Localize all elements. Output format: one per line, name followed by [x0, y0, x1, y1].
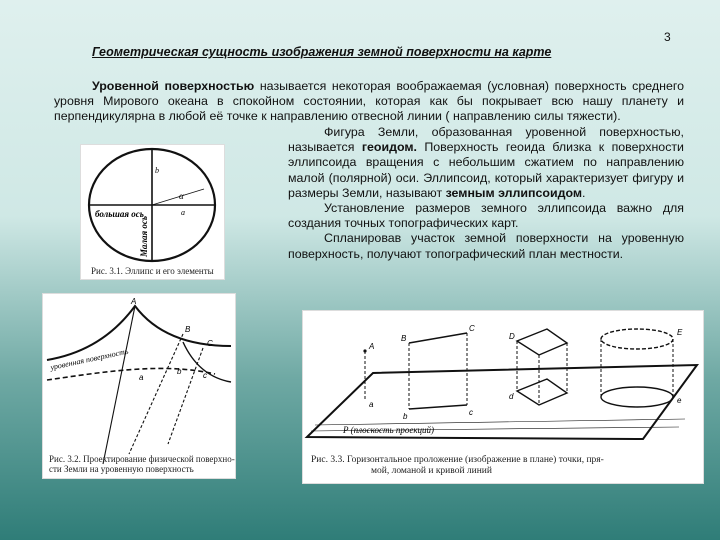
label-E: E	[677, 328, 683, 337]
label-alpha: α	[179, 191, 184, 201]
figure-2-caption-line-2: сти Земли на уровенную поверхность	[49, 464, 194, 474]
label-B: B	[185, 325, 191, 334]
figure-3-caption-line-1: Рис. 3.3. Горизонтальное проложение (изображение в плане) точки, пря-	[311, 455, 604, 465]
paragraph-geoid	[288, 125, 684, 201]
label-e: e	[677, 396, 682, 405]
label-C: C	[469, 324, 475, 333]
label-b: b	[155, 166, 159, 175]
figure-ellipse	[80, 144, 225, 280]
paragraph-2-mid: Поверхность геоида близка к поверхности эллипсоида вращения с небольшим сжатием по направлению малой (полярной) оси. Эллипсоид, который характеризует фигуру и размеры Земли, называют	[288, 140, 684, 200]
paragraph-ellipsoid-size: Установление размеров земного эллипсоида важно для создания точных топографических карт.	[288, 201, 684, 231]
page-title: Геометрическая сущность изображения земной поверхности на карте	[92, 45, 552, 59]
ellipse-diagram	[81, 145, 224, 279]
figure-3-caption-line-2: мой, ломаной и кривой линий	[371, 466, 492, 476]
plane-label: P (плоскость проекций)	[343, 425, 435, 435]
figure-projection	[42, 293, 236, 479]
label-A: A	[131, 297, 137, 306]
projection-diagram	[43, 294, 235, 478]
label-c: c	[469, 408, 473, 417]
figure-2-caption	[49, 454, 235, 474]
paragraph-2-lead: Фигура Земли, образованная уровенной поверхностью, называется	[288, 125, 684, 155]
label-c-lower: c	[203, 371, 207, 380]
label-minor-axis: Малая ось	[139, 216, 149, 257]
label-d: d	[509, 392, 514, 401]
term-level-surface: Уровенной поверхностью	[92, 79, 255, 93]
paragraph-level-surface	[54, 79, 684, 125]
paragraph-1-text: называется некоторая воображаемая (условная) поверхность среднего уровня Мирового океана в спокойном состоянии, которая как бы покрывает всю нашу планету и перпендикулярна в любой её точке к направлению отвесной линии ( направлению силы тяжести).	[54, 79, 684, 124]
figure-horizontal-projection	[302, 310, 704, 484]
figure-3-caption	[311, 455, 604, 477]
label-b-lower: b	[177, 367, 182, 376]
page-number: 3	[664, 30, 671, 44]
figure-2-caption-line-1: Рис. 3.2. Проектирование физической поверхно-	[49, 454, 235, 464]
term-geoid: геоидом.	[361, 140, 417, 155]
paragraph-topographic-plan: Спланировав участок земной поверхности на уровенную поверхность, получают топографический план местности.	[288, 231, 684, 261]
label-C: C	[207, 339, 213, 348]
label-D: D	[509, 332, 515, 341]
label-major-axis: большая ось	[95, 209, 144, 219]
label-A: A	[369, 342, 375, 351]
label-B: B	[401, 334, 407, 343]
figure-1-caption: Рис. 3.1. Эллипс и его элементы	[91, 266, 214, 276]
paragraph-2-end: .	[582, 185, 586, 200]
label-b: b	[403, 412, 408, 421]
term-earth-ellipsoid: земным эллипсоидом	[445, 185, 583, 200]
right-column-text	[288, 125, 684, 262]
label-level-surface: уровенная поверхность	[49, 346, 130, 372]
label-a-lower: a	[139, 373, 144, 382]
label-a: a	[181, 208, 185, 217]
label-a: a	[369, 400, 374, 409]
